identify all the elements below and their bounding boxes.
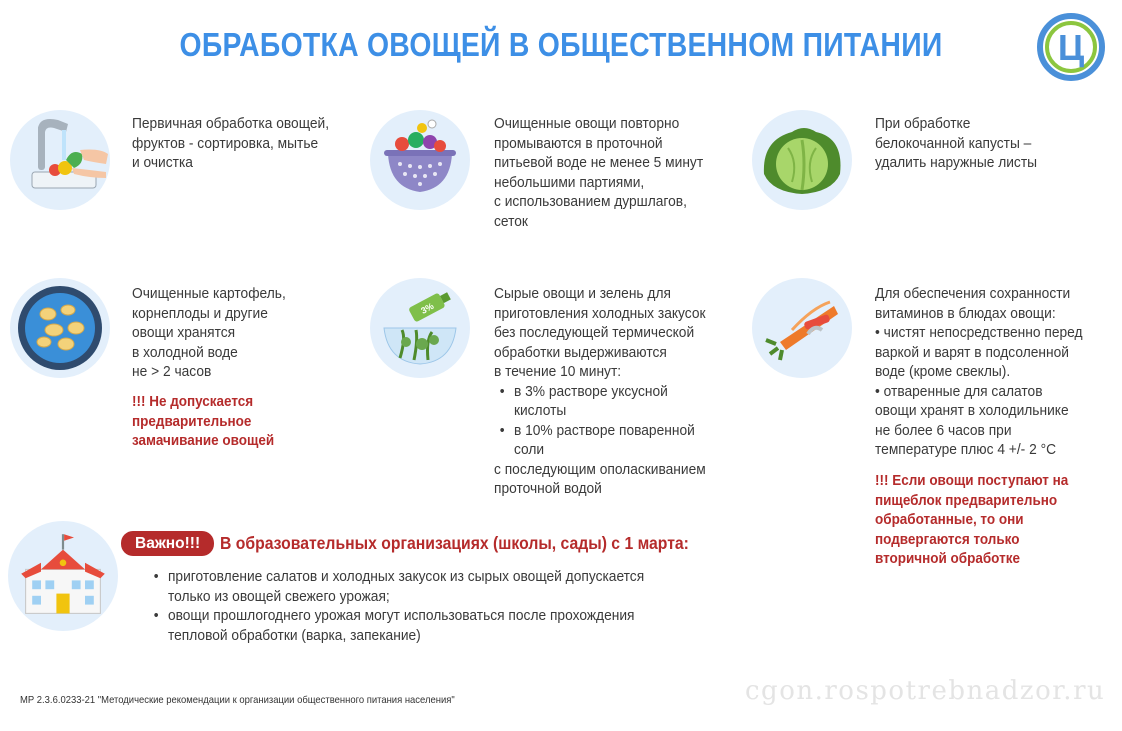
block-6-warning: !!! Если овощи поступают на пищеблок предварительно обработанные, то они подвергаются только вторичной обработке bbox=[875, 473, 1069, 567]
block-5-text: Сырые овощи и зелень для приготовления холодных закусок без последующей термической обработки выдерживаются в течение 10 минут: • в 3% растворе уксусной кислоты • в 10% растворе поваренной соли с последующим ополаскиванием проточной водой bbox=[494, 285, 732, 500]
potatoes-in-water-icon bbox=[10, 278, 110, 378]
list-item: • в 10% растворе поваренной соли bbox=[494, 422, 732, 461]
important-list bbox=[148, 568, 699, 646]
block-3-text: При обработке белокочанной капусты – удалить наружные листы bbox=[875, 116, 1038, 171]
footer-source: МР 2.3.6.0233-21 "Методические рекомендации к организации общественного питания населения" bbox=[20, 694, 455, 706]
list-item: • приготовление салатов и холодных закусок из сырых овощей допускается только из овощей свежего урожая; bbox=[148, 568, 699, 607]
svg-text:3%: 3% bbox=[419, 300, 436, 316]
carrot-peeler-icon bbox=[752, 278, 852, 378]
block-2-text: Очищенные овощи повторно промываются в проточной питьевой воде не менее 5 минут небольшими партиями, с использованием дуршлагов, сеток bbox=[494, 116, 704, 230]
list-item: • овощи прошлогоднего урожая могут использоваться после прохождения тепловой обработки (варка, запекание) bbox=[148, 607, 699, 646]
svg-text:Ц: Ц bbox=[1057, 27, 1085, 68]
cabbage-icon bbox=[752, 110, 852, 210]
washing-vegetables-icon bbox=[10, 110, 110, 210]
website-watermark: cgon.rospotrebnadzor.ru bbox=[745, 676, 1106, 706]
block-6-text: Для обеспечения сохранности витаминов в блюдах овощи: • чистят непосредственно перед варкой и варят в подсоленной воде (кроме свеклы). • отваренные для салатов овощи хранят в холодильнике не более 6 часов при температуре плюс 4 +/- 2 °С bbox=[875, 286, 1083, 458]
logo-icon bbox=[1036, 12, 1106, 82]
school-building-icon bbox=[8, 521, 118, 631]
block-1-text: Первичная обработка овощей, фруктов - сортировка, мытье и очистка bbox=[132, 116, 330, 171]
page-title: ОБРАБОТКА ОВОЩЕЙ В ОБЩЕСТВЕННОМ ПИТАНИИ bbox=[179, 26, 943, 63]
colander-icon bbox=[370, 110, 470, 210]
vinegar-greens-icon bbox=[370, 278, 470, 378]
important-heading: В образовательных организациях (школы, сады) с 1 марта: bbox=[220, 533, 689, 553]
block-4-warning: !!! Не допускается предварительное замачивание овощей bbox=[132, 394, 275, 449]
block-4-text: Очищенные картофель, корнеплоды и другие овощи хранятся в холодной воде не > 2 часов bbox=[132, 286, 286, 380]
list-item: • в 3% растворе уксусной кислоты bbox=[494, 383, 732, 422]
important-badge: Важно!!! bbox=[121, 531, 214, 556]
